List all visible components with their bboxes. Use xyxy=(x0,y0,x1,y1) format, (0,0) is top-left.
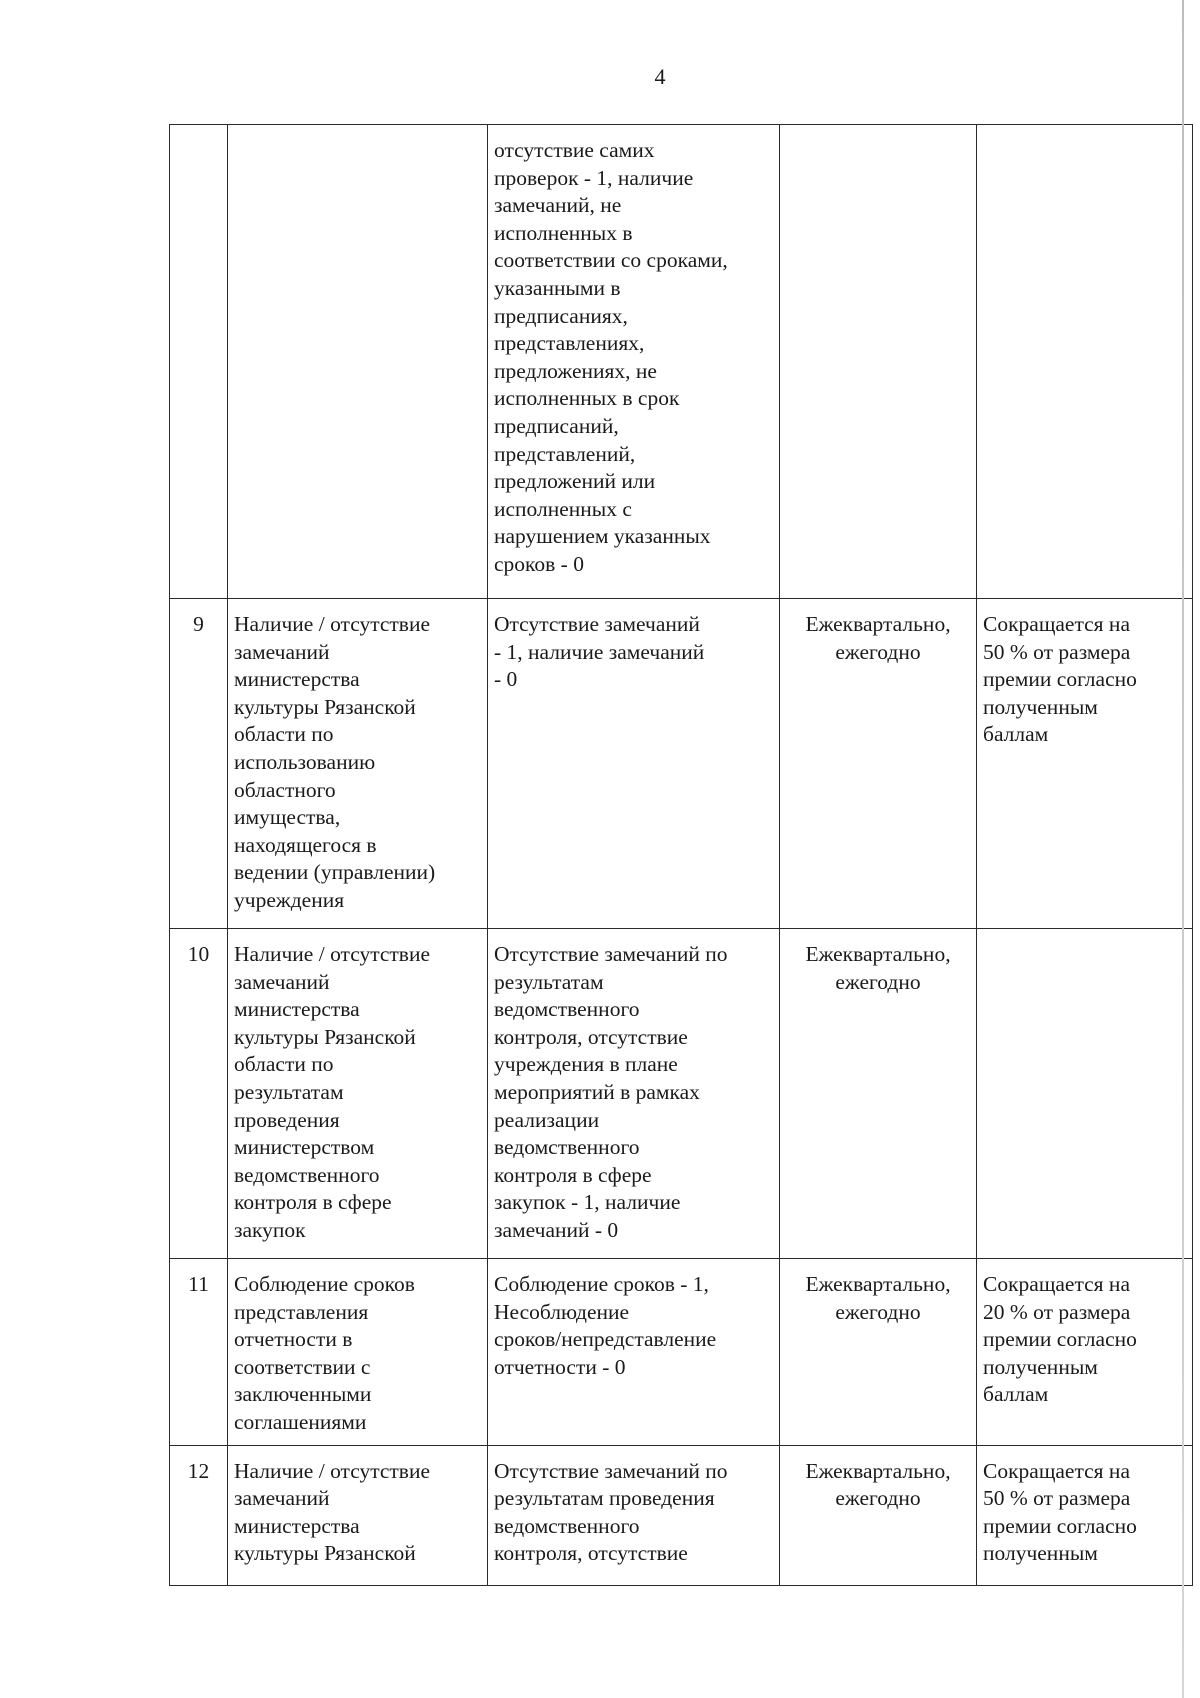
cell-text-line: заключенными xyxy=(234,1382,372,1407)
cell-text-line: реализации xyxy=(494,1107,600,1132)
cell-text-line: Сокращается на xyxy=(983,1458,1130,1483)
reduction-cell xyxy=(977,599,1193,929)
row-number-cell xyxy=(170,125,228,599)
cell-text-line: Ежеквартально, xyxy=(805,612,951,636)
periodicity-cell xyxy=(780,1259,977,1446)
cell-text-line: контроля в сфере xyxy=(494,1162,652,1187)
cell-text-line: ведомственного xyxy=(494,997,640,1022)
reduction-cell xyxy=(977,1445,1193,1585)
table-row xyxy=(170,929,1193,1259)
criteria-cell xyxy=(488,1259,780,1446)
cell-text-line: замечаний xyxy=(234,1486,330,1511)
cell-text-line: премии согласно xyxy=(983,667,1137,692)
cell-text-line: премии согласно xyxy=(983,1513,1137,1538)
periodicity-cell xyxy=(780,929,977,1259)
cell-text-line: предложений или xyxy=(494,469,656,494)
criteria-cell xyxy=(488,1445,780,1585)
cell-text-line: ежегодно xyxy=(835,1486,921,1511)
cell-text-line: Соблюдение сроков xyxy=(234,1272,415,1296)
cell-text-line: баллам xyxy=(983,1382,1049,1407)
cell-text-line: исполненных в xyxy=(494,220,633,245)
indicator-name-cell xyxy=(228,1259,488,1446)
cell-text-line: Сокращается на xyxy=(983,1272,1130,1296)
cell-text-line: представления xyxy=(234,1299,369,1324)
cell-text-line: ведении (управлении) xyxy=(234,860,436,885)
cell-text-line: сроков/непредставление xyxy=(494,1327,717,1352)
cell-text-line: 50 % от размера xyxy=(983,639,1131,664)
cell-text-line: результатам проведения xyxy=(494,1486,715,1511)
cell-text-line: области по xyxy=(234,1052,334,1077)
reduction-cell xyxy=(977,1259,1193,1446)
cell-text-line: мероприятий в рамках xyxy=(494,1079,700,1104)
cell-text-line: исполненных в срок xyxy=(494,386,680,411)
cell-text-line: контроля, отсутствие xyxy=(494,1541,688,1566)
cell-text-line: использованию xyxy=(234,749,376,774)
cell-text-line: учреждения в плане xyxy=(494,1052,678,1077)
cell-text-line: министерства xyxy=(234,997,360,1022)
cell-text-line: отсутствие самих xyxy=(494,138,655,162)
cell-text-line: Ежеквартально, xyxy=(805,1458,951,1483)
row-number-cell: 12 xyxy=(170,1445,228,1585)
row-number-cell: 9 xyxy=(170,599,228,929)
cell-text-line: области по xyxy=(234,722,334,747)
criteria-cell xyxy=(488,929,780,1259)
cell-text-line: баллам xyxy=(983,722,1049,747)
cell-text-line: Отсутствие замечаний xyxy=(494,612,700,636)
cell-text-line: представлениях, xyxy=(494,331,645,356)
cell-text-line: отчетности в xyxy=(234,1327,353,1352)
table-row xyxy=(170,125,1193,599)
indicator-name-cell xyxy=(228,1445,488,1585)
cell-text-line: контроля в сфере xyxy=(234,1190,392,1215)
periodicity-cell xyxy=(780,125,977,599)
cell-text-line: замечаний xyxy=(234,639,330,664)
cell-text-line: министерством xyxy=(234,1135,375,1160)
cell-text-line: исполненных с xyxy=(494,496,632,521)
cell-text-line: Ежеквартально, xyxy=(805,1272,951,1296)
cell-text-line: указанными в xyxy=(494,275,621,300)
cell-text-line: Ежеквартально, xyxy=(805,942,951,966)
cell-text-line: Отсутствие замечаний по xyxy=(494,1458,728,1483)
cell-text-line: 50 % от размера xyxy=(983,1486,1131,1511)
row-number-cell: 11 xyxy=(170,1259,228,1446)
cell-text-line: контроля, отсутствие xyxy=(494,1024,688,1049)
cell-text-line: ежегодно xyxy=(835,969,921,994)
table-row xyxy=(170,1259,1193,1446)
indicator-name-cell xyxy=(228,929,488,1259)
cell-text-line: Сокращается на xyxy=(983,612,1130,636)
cell-text-line: замечаний xyxy=(234,969,330,994)
cell-text-line: предписаний, xyxy=(494,413,619,438)
cell-text-line: соответствии со сроками, xyxy=(494,248,728,273)
cell-text-line: соглашениями xyxy=(234,1409,367,1434)
cell-text-line: культуры Рязанской xyxy=(234,694,416,719)
cell-text-line: Несоблюдение xyxy=(494,1299,630,1324)
criteria-cell xyxy=(488,599,780,929)
table-row xyxy=(170,599,1193,929)
cell-text-line: Наличие / отсутствие xyxy=(234,1458,431,1483)
cell-text-line: - 0 xyxy=(494,667,518,692)
cell-text-line: предписаниях, xyxy=(494,303,628,328)
cell-text-line: сроков - 0 xyxy=(494,551,584,576)
cell-text-line: представлений, xyxy=(494,441,636,466)
cell-text-line: Отсутствие замечаний по xyxy=(494,942,728,966)
cell-text-line: закупок - 1, наличие xyxy=(494,1190,681,1215)
cell-text-line: культуры Рязанской xyxy=(234,1541,416,1566)
cell-text-line: проверок - 1, наличие xyxy=(494,165,694,190)
cell-text-line: министерства xyxy=(234,1513,360,1538)
criteria-table xyxy=(169,124,1193,1586)
cell-text-line: соответствии с xyxy=(234,1354,371,1379)
cell-text-line: Наличие / отсутствие xyxy=(234,942,431,966)
reduction-cell xyxy=(977,929,1193,1259)
table-row xyxy=(170,1445,1193,1585)
cell-text-line: учреждения xyxy=(234,887,345,912)
cell-text-line: полученным xyxy=(983,694,1098,719)
cell-text-line: полученным xyxy=(983,1541,1098,1566)
reduction-cell xyxy=(977,125,1193,599)
cell-text-line: ежегодно xyxy=(835,1299,921,1324)
row-number-cell: 10 xyxy=(170,929,228,1259)
criteria-cell xyxy=(488,125,780,599)
cell-text-line: министерства xyxy=(234,667,360,692)
cell-text-line: результатам xyxy=(494,969,604,994)
cell-text-line: закупок xyxy=(234,1217,306,1242)
page-number: 4 xyxy=(654,64,666,89)
cell-text-line: - 1, наличие замечаний xyxy=(494,639,705,664)
cell-text-line: областного xyxy=(234,777,336,802)
indicator-name-cell xyxy=(228,599,488,929)
periodicity-cell xyxy=(780,1445,977,1585)
cell-text-line: имущества, xyxy=(234,805,341,830)
cell-text-line: находящегося в xyxy=(234,832,377,857)
cell-text-line: замечаний, не xyxy=(494,193,622,218)
cell-text-line: ведомственного xyxy=(494,1135,640,1160)
periodicity-cell xyxy=(780,599,977,929)
cell-text-line: результатам xyxy=(234,1079,344,1104)
cell-text-line: 20 % от размера xyxy=(983,1299,1131,1324)
indicator-name-cell xyxy=(228,125,488,599)
cell-text-line: предложениях, не xyxy=(494,358,657,383)
table-body xyxy=(170,125,1193,1586)
scan-edge xyxy=(1182,0,1184,1698)
cell-text-line: Наличие / отсутствие xyxy=(234,612,431,636)
cell-text-line: отчетности - 0 xyxy=(494,1354,626,1379)
cell-text-line: замечаний - 0 xyxy=(494,1217,619,1242)
cell-text-line: нарушением указанных xyxy=(494,524,711,549)
cell-text-line: ведомственного xyxy=(234,1162,380,1187)
cell-text-line: полученным xyxy=(983,1354,1098,1379)
cell-text-line: Соблюдение сроков - 1, xyxy=(494,1272,709,1296)
cell-text-line: ежегодно xyxy=(835,639,921,664)
cell-text-line: премии согласно xyxy=(983,1327,1137,1352)
cell-text-line: проведения xyxy=(234,1107,340,1132)
cell-text-line: культуры Рязанской xyxy=(234,1024,416,1049)
cell-text-line: ведомственного xyxy=(494,1513,640,1538)
